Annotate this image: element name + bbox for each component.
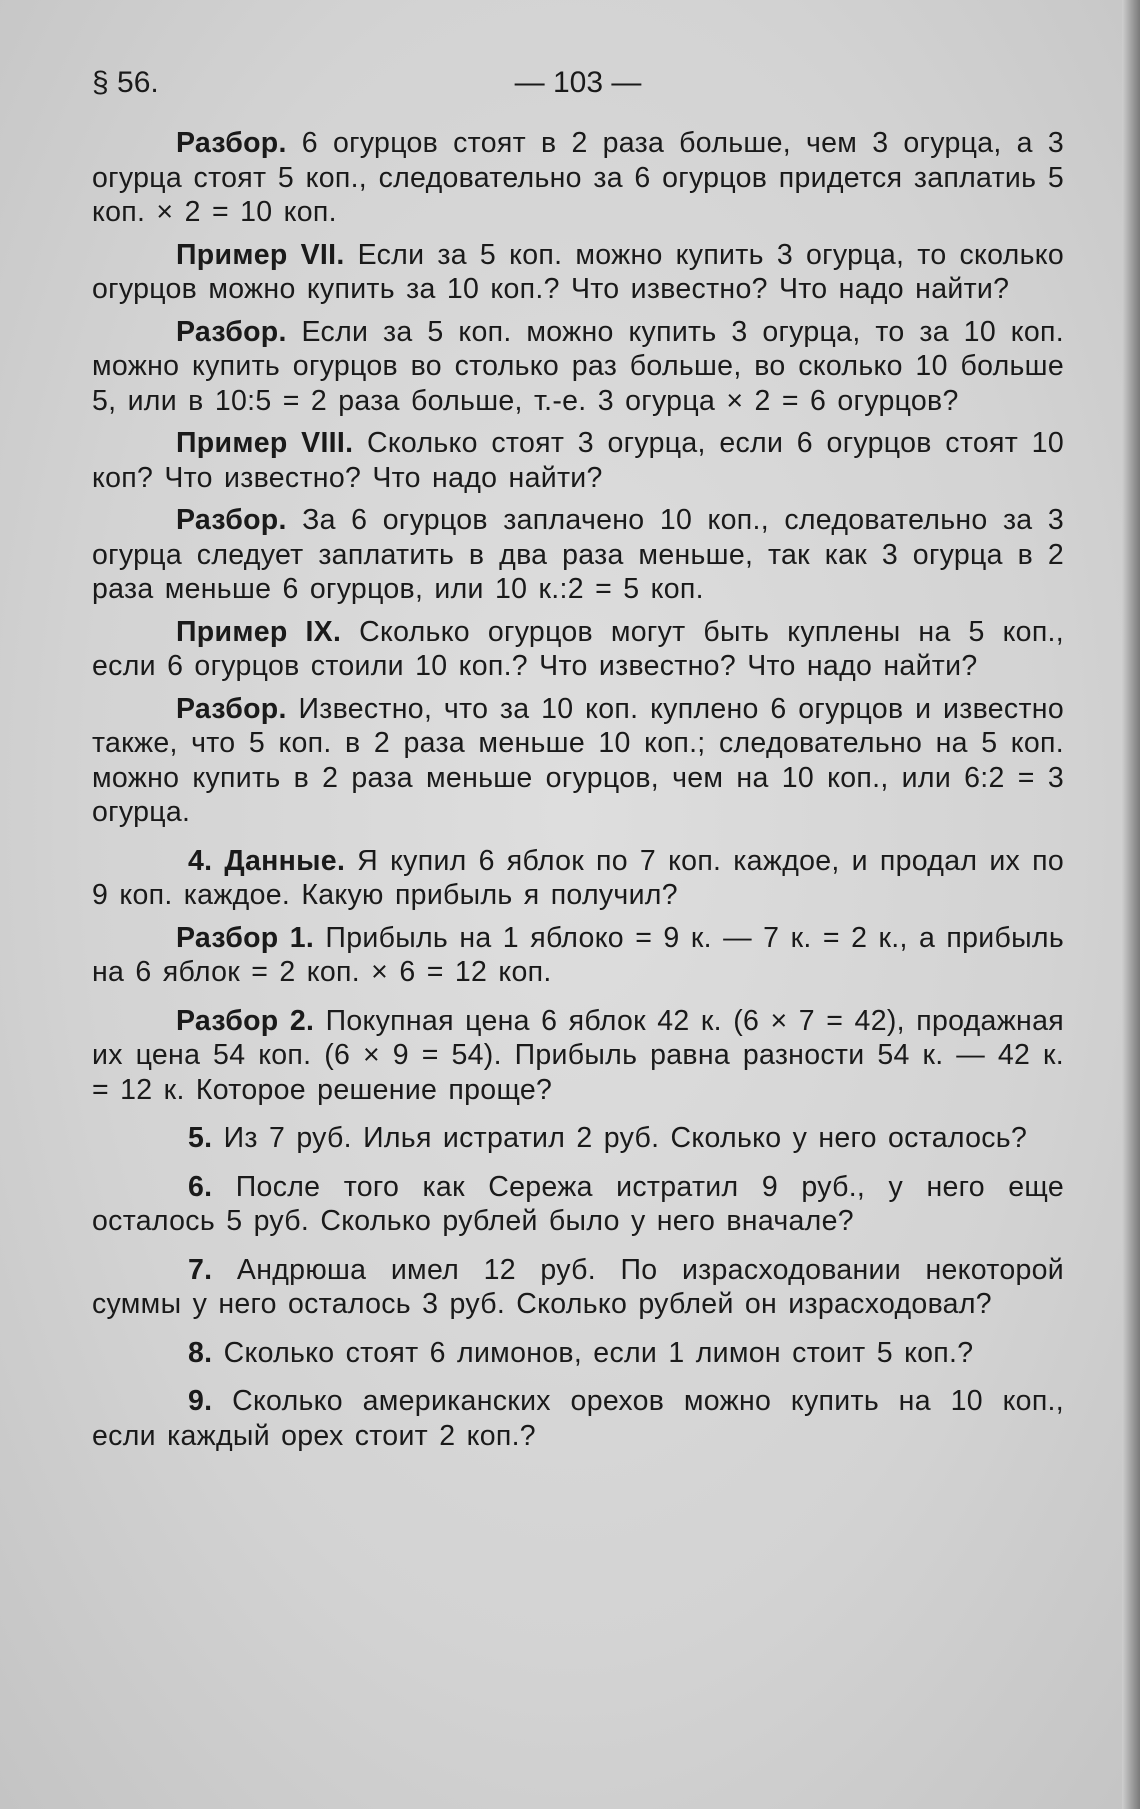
task-number: 7. — [188, 1253, 213, 1286]
page-header — [92, 58, 1064, 108]
paragraph-text: После того как Сережа истратил 9 руб., у него еще осталось 5 руб. Сколько рублей было у него вначале? — [92, 1170, 1064, 1237]
paragraph-lead: Разбор 2. — [176, 1004, 315, 1037]
task-paragraph — [92, 1336, 1064, 1371]
paragraph-text: Андрюша имел 12 руб. По израсходовании некоторой суммы у него осталось 3 руб. Сколько рублей он израсходовал? — [92, 1253, 1064, 1320]
paragraph — [92, 692, 1064, 830]
paragraph-text: Сколько огурцов могут быть куплены на 5 коп., если 6 огурцов стоили 10 коп.? Что известно? Что надо найти? — [92, 615, 1064, 682]
task-paragraph — [92, 1384, 1064, 1453]
task-paragraph — [92, 1170, 1064, 1239]
task-paragraph — [92, 844, 1064, 913]
paragraph-text: 6 огурцов стоят в 2 раза больше, чем 3 огурца, а 3 огурца стоят 5 коп., следовательно за 6 огурцов придется заплатиь 5 коп. × 2 = 10 коп. — [92, 127, 1064, 228]
page-body — [92, 126, 1064, 1461]
paragraph-lead: Разбор. — [176, 315, 287, 348]
task-number: 8. — [188, 1336, 213, 1369]
paragraph-lead: Разбор. — [176, 504, 287, 536]
paragraph-text: За 6 огурцов заплачено 10 коп., следовательно за 3 огурца следует заплатить в два раза меньше, так как 3 огурца в 2 раза меньше 6 огурцов, или 10 к.:2 = 5 коп. — [92, 504, 1064, 605]
paragraph-lead: Пример IX. — [176, 615, 342, 648]
task-paragraph — [92, 1121, 1064, 1156]
paragraph — [92, 126, 1064, 230]
task-number: 5. — [188, 1122, 213, 1154]
paragraph-lead: Разбор. — [176, 692, 287, 725]
paragraph-text: Сколько американских орехов можно купить на 10 коп., если каждый орех стоит 2 коп.? — [92, 1385, 1064, 1452]
paragraph-text: Я купил 6 яблок по 7 коп. каждое, и продал их по 9 коп. каждое. Какую прибыль я получил? — [92, 844, 1064, 911]
paragraph-lead: Разбор 1. — [176, 921, 315, 954]
task-number: 6. — [188, 1170, 213, 1203]
paragraph-text: Сколько стоят 3 огурца, если 6 огурцов стоят 10 коп? Что известно? Что надо найти? — [92, 427, 1064, 494]
task-number: 9. — [188, 1385, 213, 1417]
paragraph — [92, 315, 1064, 419]
paragraph-text: Покупная цена 6 яблок 42 к. (6 × 7 = 42), продажная их цена 54 коп. (6 × 9 = 54). Прибыль равна разности 54 к. — 42 к. = 12 к. Которое решение проще? — [92, 1004, 1064, 1106]
paragraph — [92, 921, 1064, 990]
paragraph — [92, 1004, 1064, 1108]
task-number: 4. Данные. — [188, 844, 346, 877]
paragraph-lead: Пример VIII. — [176, 427, 354, 459]
paragraph-text: Прибыль на 1 яблоко = 9 к. — 7 к. = 2 к., а прибыль на 6 яблок = 2 коп. × 6 = 12 коп. — [92, 921, 1064, 988]
paragraph-text: Из 7 руб. Илья истратил 2 руб. Сколько у него осталось? — [212, 1122, 1028, 1154]
section-mark: § 56. — [92, 66, 159, 99]
task-paragraph — [92, 1253, 1064, 1322]
paragraph-text: Если за 5 коп. можно купить 3 огурца, то сколько огурцов можно купить за 10 коп.? Что известно? Что надо найти? — [92, 238, 1064, 305]
paragraph — [92, 238, 1064, 307]
paragraph-text: Известно, что за 10 коп. куплено 6 огурцов и известно также, что 5 коп. в 2 раза меньше 10 коп.; следовательно на 5 коп. можно купить в 2 раза меньше огурцов, чем на 10 коп., или 6:2 = 3 огурца. — [92, 692, 1064, 828]
paragraph-text: Если за 5 коп. можно купить 3 огурца, то за 10 коп. можно купить огурцов во столько раз больше, во сколько 10 больше 5, или в 10:5 = 2 раза больше, т.-е. 3 огурца × 2 = 6 огурцов? — [92, 315, 1064, 417]
paragraph-text: Сколько стоят 6 лимонов, если 1 лимон стоит 5 коп.? — [212, 1336, 974, 1369]
paragraph — [92, 615, 1064, 684]
page-number: — 103 — — [514, 66, 642, 99]
paragraph-lead: Пример VII. — [176, 238, 345, 271]
paragraph — [92, 426, 1064, 495]
paragraph — [92, 503, 1064, 607]
page-edge-shadow — [1122, 0, 1140, 1809]
paragraph-lead: Разбор. — [176, 127, 287, 159]
